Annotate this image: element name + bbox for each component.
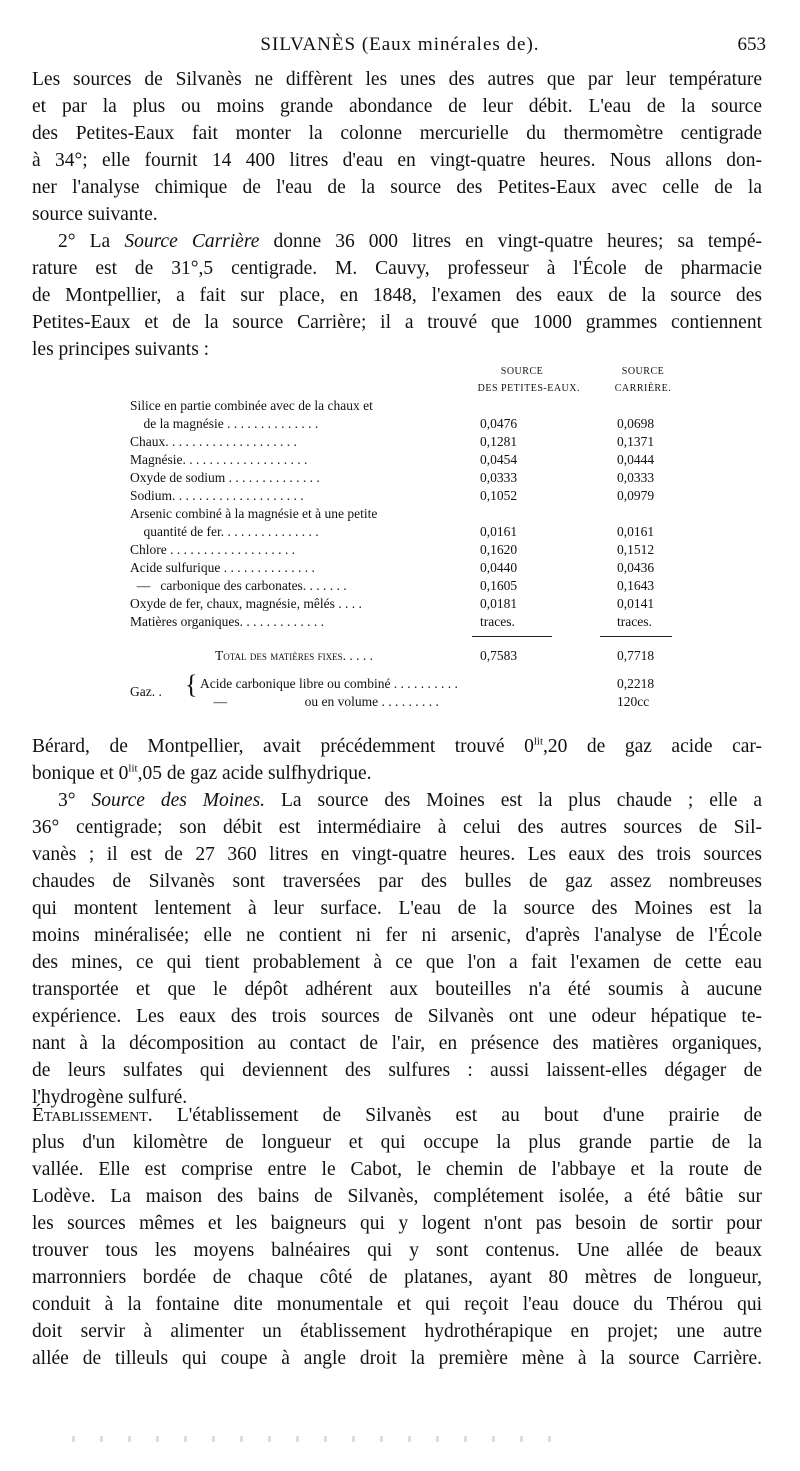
text-line: transportée et que le dépôt adhérent aux bouteilles n'a été soumis à aucune — [32, 979, 762, 1000]
total-rule-right — [600, 636, 672, 637]
value-carriere: 0,0979 — [617, 488, 655, 503]
section-heading: Établissement. — [32, 1105, 153, 1126]
paragraph-source-carriere — [32, 228, 762, 363]
row-label: Oxyde de sodium . . . . . . . . . . . . . . — [130, 470, 320, 485]
paragraph-berard — [32, 733, 762, 787]
value-carriere: 0,0444 — [617, 452, 655, 467]
value-petites-eaux: traces. — [480, 614, 515, 629]
row-label: Chlore . . . . . . . . . . . . . . . . . . . — [130, 542, 295, 557]
table-row — [130, 488, 675, 506]
text-line: qui montent lentement à leur surface. L'eau de la source des Moines est la — [32, 898, 762, 919]
text-line: plus d'un kilomètre de longueur et qui occupe la plus grande partie de la — [32, 1132, 762, 1153]
text-line: ner l'analyse chimique de l'eau de la source des Petites-Eaux avec celle de la — [32, 177, 762, 198]
text-line: moins minéralisée; elle ne contient ni fer ni arsenic, d'après l'analyse de l'École — [32, 925, 762, 946]
total-rule-left — [472, 636, 552, 637]
total-row — [130, 648, 675, 666]
table-row — [130, 542, 675, 560]
row-label: Chaux. . . . . . . . . . . . . . . . . . . . — [130, 434, 297, 449]
row-label: Arsenic combiné à la magnésie et à une petite — [130, 506, 378, 521]
paragraph-etablissement — [32, 1102, 762, 1372]
text-line: doit servir à alimenter un établissement hydrothérapique en projet; une autre — [32, 1321, 762, 1342]
table-row — [130, 434, 675, 452]
column-header-petites-eaux-a: SOURCE — [500, 366, 544, 377]
value-petites-eaux: 0,0333 — [480, 470, 518, 485]
value-petites-eaux: 0,1281 — [480, 434, 518, 449]
table-row — [130, 560, 675, 578]
text-run: ,20 de gaz acide car- — [543, 736, 762, 757]
source-name: Source des Moines. — [91, 790, 266, 811]
text-line: des mines, ce qui tient probablement à ce que l'on a fait l'examen de cette eau — [32, 952, 762, 973]
text-line: de leurs sulfates qui deviennent des sulfures : aussi laissent-elles dégager de — [32, 1060, 762, 1081]
row-label: Magnésie. . . . . . . . . . . . . . . . . . . — [130, 452, 308, 467]
value-carriere: 0,1512 — [617, 542, 655, 557]
table-row — [130, 596, 675, 614]
paragraph-source-moines — [32, 787, 762, 1111]
text-line: de Montpellier, a fait sur place, en 1848, l'examen des eaux de la source des — [32, 285, 762, 306]
superscript: lit — [128, 762, 138, 775]
text-line: et par la plus ou moins grande abondance de leur débit. L'eau de la source — [32, 96, 762, 117]
text-line: rature est de 31°,5 centigrade. M. Cauvy, professeur à l'École de pharmacie — [32, 258, 762, 279]
text-line: source suivante. — [32, 204, 158, 225]
text-run: donne 36 000 litres en vingt-quatre heures; sa tempé- — [259, 231, 762, 252]
value-petites-eaux: 0,0476 — [480, 416, 518, 431]
column-header-petites-eaux-b: DES PETITES-EAUX. — [477, 383, 580, 394]
text-line: nant à la décomposition au contact de l'air, en présence des matières organiques, — [32, 1033, 762, 1054]
column-header-carriere-b: CARRIÈRE. — [614, 383, 672, 394]
item-number: 2° La — [58, 231, 125, 252]
table-row — [130, 416, 675, 434]
value-carriere: 0,0333 — [617, 470, 655, 485]
text-run: bonique et 0 — [32, 763, 129, 784]
text-line: des Petites-Eaux fait monter la colonne mercurielle du thermomètre centigrade — [32, 123, 762, 144]
table-row — [130, 614, 675, 632]
table-row — [130, 452, 675, 470]
text-line — [32, 733, 762, 760]
text-line: chaudes de Silvanès sont traversées par des bulles de gaz assez nombreuses — [32, 871, 762, 892]
text-line: Les sources de Silvanès ne diffèrent les unes des autres que par leur température — [32, 69, 762, 90]
row-label: de la magnésie . . . . . . . . . . . . . . — [130, 416, 319, 431]
value-petites-eaux: 0,0454 — [480, 452, 518, 467]
gas-label: Gaz. . — [130, 684, 162, 699]
row-label: Matières organiques. . . . . . . . . . . . . — [130, 614, 324, 629]
row-label: Oxyde de fer, chaux, magnésie, mêlés . . . . — [130, 596, 362, 611]
value-carriere: 0,0698 — [617, 416, 655, 431]
value-carriere: 0,0436 — [617, 560, 655, 575]
text-line: Lodève. La maison des bains de Silvanès, complétement isolée, a été bâtie sur — [32, 1186, 762, 1207]
text-run: ,05 de gaz acide sulfhydrique. — [137, 763, 372, 784]
table-row — [130, 470, 675, 488]
value-carriere: 120cc — [617, 694, 650, 709]
text-line: vanès ; il est de 27 360 litres en vingt-quatre heures. Les eaux des trois sources — [32, 844, 762, 865]
text-line — [32, 760, 762, 787]
text-run: L'établissement de Silvanès est au bout d'une prairie de — [152, 1105, 762, 1126]
row-label: Acide carbonique libre ou combiné . . . . . . . . . . — [200, 676, 458, 691]
value-petites-eaux: 0,0440 — [480, 560, 518, 575]
row-label: Silice en partie combinée avec de la chaux et — [130, 398, 373, 413]
column-header-carriere-a: SOURCE — [621, 366, 665, 377]
running-header — [30, 34, 770, 58]
text-run: La source des Moines est la plus chaude ; elle a — [265, 790, 762, 811]
text-line: trouver tous les moyens balnéaires qui y sont contenus. Une allée de beaux — [32, 1240, 762, 1261]
text-line: allée de tilleuls qui coupe à angle droit la première mène à la source Carrière. — [32, 1348, 762, 1369]
value-carriere: 0,2218 — [617, 676, 655, 691]
superscript: lit — [533, 735, 544, 748]
text-line: 36° centigrade; son débit est intermédiaire à celui des autres sources de Sil- — [32, 817, 762, 838]
text-line: conduit à la fontaine dite monumentale et qui reçoit l'eau douce du Thérou qui — [32, 1294, 762, 1315]
text-line: l'hydrogène sulfuré. — [32, 1087, 188, 1108]
row-label: Sodium. . . . . . . . . . . . . . . . . . . . — [130, 488, 304, 503]
table-row — [130, 506, 675, 524]
gas-row — [130, 676, 675, 694]
text-line: marronniers bordée de chaque côté de platanes, ayant 80 mètres de longueur, — [32, 1267, 762, 1288]
scan-artifact — [72, 1436, 572, 1442]
page-number: 653 — [737, 34, 766, 55]
text-run: Bérard, de Montpellier, avait précédemment trouvé 0 — [32, 736, 534, 757]
total-label: Total des matières fixes. . . . . — [215, 648, 374, 663]
row-label: — ou en volume . . . . . . . . . — [200, 694, 439, 709]
value-petites-eaux: 0,0161 — [480, 524, 518, 539]
total-petites-eaux: 0,7583 — [480, 648, 518, 663]
table-row — [130, 578, 675, 596]
table-row — [130, 398, 675, 416]
page-title: SILVANÈS (Eaux minérales de). — [260, 34, 540, 55]
value-carriere: 0,0141 — [617, 596, 655, 611]
item-number: 3° — [58, 790, 92, 811]
text-line: les principes suivants : — [32, 339, 210, 360]
value-petites-eaux: 0,1620 — [480, 542, 518, 557]
source-name: Source Carrière — [124, 231, 260, 252]
paragraph-intro — [32, 66, 762, 228]
value-carriere: 0,0161 — [617, 524, 655, 539]
table-row — [130, 524, 675, 542]
text-line: à 34°; elle fournit 14 400 litres d'eau en vingt-quatre heures. Nous allons don- — [32, 150, 762, 171]
gas-row — [130, 694, 675, 712]
text-line: vallée. Elle est comprise entre le Cabot, le chemin de l'abbaye et la route de — [32, 1159, 762, 1180]
text-line — [32, 228, 762, 255]
row-label: Acide sulfurique . . . . . . . . . . . . . . — [130, 560, 315, 575]
text-line: expérience. Les eaux des trois sources de Silvanès ont une odeur hépatique te- — [32, 1006, 762, 1027]
value-petites-eaux: 0,0181 — [480, 596, 518, 611]
value-carriere: 0,1371 — [617, 434, 655, 449]
row-label: — carbonique des carbonates. . . . . . . — [130, 578, 347, 593]
value-carriere: traces. — [617, 614, 652, 629]
text-line — [32, 1102, 762, 1129]
value-petites-eaux: 0,1052 — [480, 488, 518, 503]
brace-icon: { — [185, 670, 198, 699]
total-carriere: 0,7718 — [617, 648, 655, 663]
value-petites-eaux: 0,1605 — [480, 578, 518, 593]
value-carriere: 0,1643 — [617, 578, 655, 593]
text-line: les sources mêmes et les baigneurs qui y logent n'ont pas besoin de sortir pour — [32, 1213, 762, 1234]
row-label: quantité de fer. . . . . . . . . . . . . . . — [130, 524, 319, 539]
text-line: Petites-Eaux et de la source Carrière; il a trouvé que 1000 grammes contiennent — [32, 312, 762, 333]
text-line — [32, 787, 762, 814]
